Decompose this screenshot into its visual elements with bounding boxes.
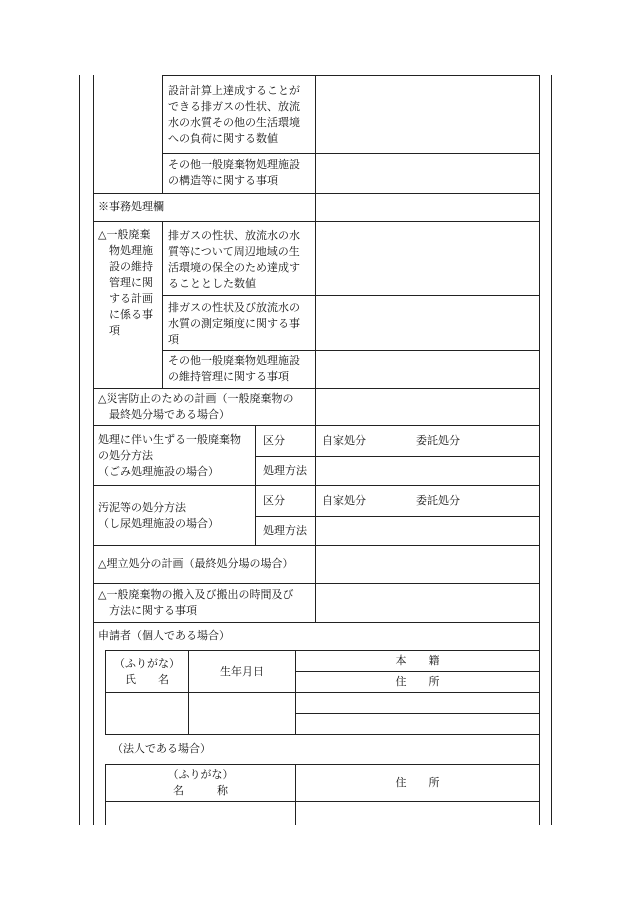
sludge-label-1: 汚泥等の処分方法 [98,501,186,514]
hline [93,622,539,623]
corp-name-label: 名 称 [173,784,228,797]
maint-plan-label-1: △一般廃棄 [98,228,151,241]
structure-line-1: その他一般廃棄物処理施設 [168,158,300,171]
hline [93,388,539,389]
design-calc-line-2: できる排ガスの性状、放流 [168,100,300,113]
frame-left-edge [79,75,80,825]
hline [162,295,539,296]
design-calc-line-3: 水の水質その他の生活環境 [168,116,300,129]
hline [105,801,539,802]
hline [93,193,539,194]
hline [105,734,539,735]
hline [105,650,539,651]
exhaust-target-line-1: 排ガスの性状、放流水の水 [168,229,300,242]
sludge-outsourced: 委託処分 [416,494,460,507]
vline [315,221,316,388]
applicant-corp-heading: （法人である場合） [112,742,211,755]
maint-plan-label-5: する計画 [109,292,153,305]
disposal-label-2: の処分方法 [98,449,153,462]
disposal-category: 区分 [263,434,285,447]
disposal-method: 処理方法 [263,464,307,477]
sludge-self: 自家処分 [322,494,366,507]
hline [162,75,539,76]
vline [255,425,256,545]
disposal-outsourced: 委託処分 [416,434,460,447]
maint-plan-label-2: 物処理施 [109,244,153,257]
applicant-personal-heading: 申請者（個人である場合） [98,629,230,642]
exhaust-target-line-4: ることとした数値 [168,277,256,290]
hline [255,516,539,517]
table-right [539,75,540,825]
design-calc-line-1: 設計計算上達成することが [168,84,300,97]
design-calc-line-4: への負荷に関する数値 [168,132,278,145]
hline [295,671,539,672]
sludge-method: 処理方法 [263,524,307,537]
birthdate-label: 生年月日 [220,665,264,678]
measure-freq-line-1: 排ガスの性状及び放流水の [168,301,300,314]
vline [315,75,316,193]
maint-other-line-1: その他一般廃棄物処理施設 [168,354,300,367]
hline [93,485,539,486]
hline [162,153,539,154]
vline [315,193,316,221]
office-column-label: ※事務処理欄 [98,200,164,213]
maint-plan-label-7: 項 [109,324,120,337]
vline [295,764,296,825]
disaster-line-1: △災害防止のための計画（一般廃棄物の [98,392,294,405]
disaster-line-2: 最終処分場である場合） [109,408,230,421]
measure-freq-line-2: 水質の測定頻度に関する事 [168,317,300,330]
address-label: 住 所 [395,675,440,688]
name-label: 氏 名 [125,673,169,686]
exhaust-target-line-2: 質等について周辺地域の生 [168,245,300,258]
vline [315,388,316,425]
structure-line-2: の構造等に関する事項 [168,174,278,187]
exhaust-target-line-3: 活環境の保全のため達成す [168,261,300,274]
frame-right-edge [551,75,552,825]
table-left [93,75,94,825]
maint-plan-label-3: 設の維持 [109,260,153,273]
maint-plan-label-6: に係る事 [109,308,153,321]
vline [162,221,163,388]
vline [162,75,163,193]
hline [295,713,539,714]
vline [315,425,316,545]
disposal-label-3: （ごみ処理施設の場合） [98,465,219,478]
measure-freq-line-3: 項 [168,333,179,346]
vline [188,650,189,734]
corp-furigana-label: （ふりがな） [167,768,234,781]
sludge-category: 区分 [263,494,285,507]
furigana-label: （ふりがな） [114,657,180,670]
transport-line-2: 方法に関する事項 [109,604,197,617]
maint-plan-label-4: 管理に関 [109,276,153,289]
disposal-label-1: 処理に伴い生ずる一般廃棄物 [98,433,241,446]
hline [255,456,539,457]
hline [93,545,539,546]
hline [93,221,539,222]
hline [105,764,539,765]
corp-address-label: 住 所 [395,776,440,789]
hline [93,583,539,584]
landfill-label: △埋立処分の計画（最終処分場の場合） [98,557,294,570]
hline [93,425,539,426]
domicile-label: 本 籍 [395,654,440,667]
disposal-self: 自家処分 [322,434,366,447]
sludge-label-2: （し尿処理施設の場合） [98,517,219,530]
hline [162,350,539,351]
transport-line-1: △一般廃棄物の搬入及び搬出の時間及び [98,588,294,601]
vline [315,545,316,622]
hline [105,692,539,693]
maint-other-line-2: の維持管理に関する事項 [168,370,289,383]
